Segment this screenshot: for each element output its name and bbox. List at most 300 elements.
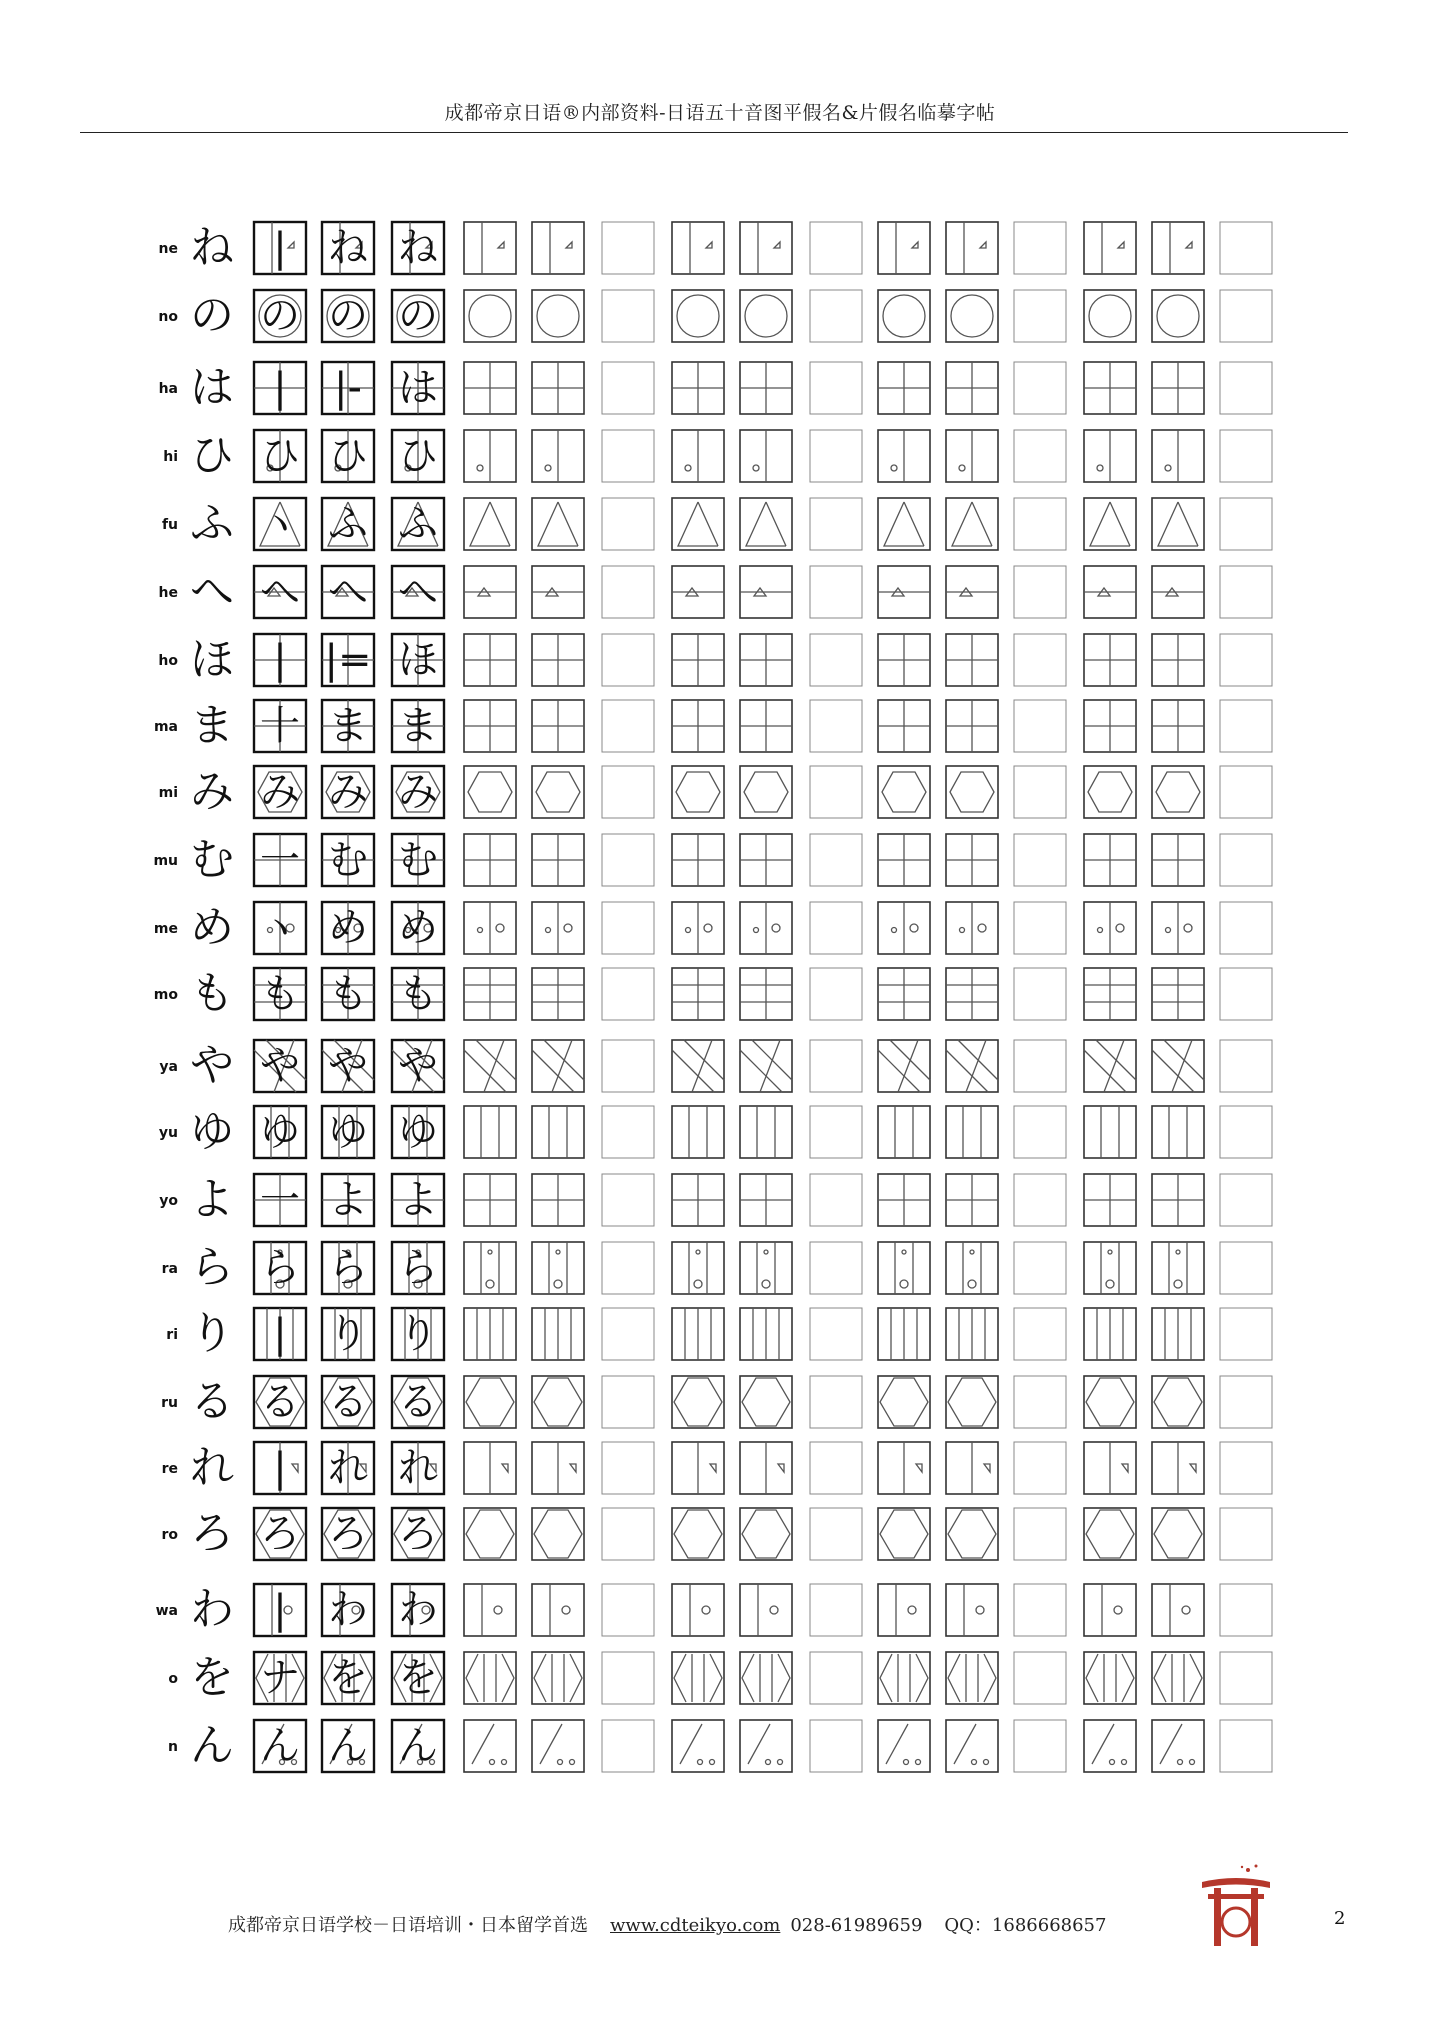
- blank-practice-cell[interactable]: [810, 1652, 862, 1704]
- tracing-guide-cell[interactable]: [1152, 700, 1204, 752]
- tracing-guide-cell[interactable]: [672, 766, 724, 818]
- blank-practice-cell[interactable]: [810, 1508, 862, 1560]
- stroke-order-cell: [392, 566, 444, 618]
- tracing-guide-cell[interactable]: [1152, 222, 1204, 274]
- blank-practice-cell[interactable]: [602, 1308, 654, 1360]
- tracing-guide-cell[interactable]: [740, 902, 792, 954]
- blank-practice-cell[interactable]: [810, 1242, 862, 1294]
- tracing-guide-cell[interactable]: [464, 766, 516, 818]
- tracing-guide-cell[interactable]: [1084, 1040, 1136, 1092]
- tracing-guide-cell[interactable]: [532, 1720, 584, 1772]
- kana-reference: ま: [190, 700, 234, 751]
- blank-practice-cell[interactable]: [810, 1174, 862, 1226]
- tracing-guide-cell[interactable]: [1084, 1720, 1136, 1772]
- blank-practice-cell[interactable]: [1220, 1720, 1272, 1772]
- tracing-guide-cell[interactable]: [1152, 1106, 1204, 1158]
- blank-practice-cell[interactable]: [602, 1442, 654, 1494]
- blank-practice-cell[interactable]: [810, 968, 862, 1020]
- blank-practice-cell[interactable]: [1220, 1040, 1272, 1092]
- blank-practice-cell[interactable]: [1014, 1242, 1066, 1294]
- blank-practice-cell[interactable]: [602, 1584, 654, 1636]
- tracing-guide-cell[interactable]: [532, 1174, 584, 1226]
- blank-practice-cell[interactable]: [1220, 290, 1272, 342]
- blank-practice-cell[interactable]: [602, 834, 654, 886]
- tracing-guide-cell[interactable]: [464, 1508, 516, 1560]
- tracing-guide-cell[interactable]: [1152, 902, 1204, 954]
- kana-reference: ひ: [190, 430, 234, 481]
- tracing-guide-cell[interactable]: [878, 1508, 930, 1560]
- tracing-guide-cell[interactable]: [878, 498, 930, 550]
- tracing-guide-cell[interactable]: [1152, 1720, 1204, 1772]
- tracing-guide-cell[interactable]: [464, 498, 516, 550]
- tracing-guide-cell[interactable]: [740, 1508, 792, 1560]
- blank-practice-cell[interactable]: [602, 700, 654, 752]
- tracing-guide-cell[interactable]: [1152, 1308, 1204, 1360]
- tracing-guide-cell[interactable]: [532, 362, 584, 414]
- blank-practice-cell[interactable]: [1014, 1106, 1066, 1158]
- tracing-guide-cell[interactable]: [464, 1652, 516, 1704]
- blank-practice-cell[interactable]: [1014, 968, 1066, 1020]
- tracing-guide-cell[interactable]: [946, 1308, 998, 1360]
- tracing-guide-cell[interactable]: [1084, 902, 1136, 954]
- tracing-guide-cell[interactable]: [740, 1308, 792, 1360]
- tracing-guide-cell[interactable]: [532, 1308, 584, 1360]
- blank-practice-cell[interactable]: [1014, 700, 1066, 752]
- tracing-guide-cell[interactable]: [946, 1376, 998, 1428]
- blank-practice-cell[interactable]: [602, 1720, 654, 1772]
- tracing-guide-cell[interactable]: [1152, 1376, 1204, 1428]
- tracing-guide-cell[interactable]: [532, 1242, 584, 1294]
- tracing-guide-cell[interactable]: [1152, 1040, 1204, 1092]
- tracing-guide-cell[interactable]: [1084, 430, 1136, 482]
- tracing-guide-cell[interactable]: [740, 222, 792, 274]
- tracing-guide-cell[interactable]: [1152, 498, 1204, 550]
- stroke-order-cell: [254, 290, 306, 342]
- tracing-guide-cell[interactable]: [464, 430, 516, 482]
- tracing-guide-cell[interactable]: [1084, 362, 1136, 414]
- blank-practice-cell[interactable]: [810, 430, 862, 482]
- tracing-guide-cell[interactable]: [740, 700, 792, 752]
- blank-practice-cell[interactable]: [1220, 1106, 1272, 1158]
- tracing-guide-cell[interactable]: [946, 766, 998, 818]
- romaji-label: ro: [161, 1527, 178, 1543]
- kana-reference: む: [190, 834, 234, 885]
- tracing-guide-cell[interactable]: [740, 1106, 792, 1158]
- tracing-guide-cell[interactable]: [1084, 1652, 1136, 1704]
- tracing-guide-cell[interactable]: [672, 498, 724, 550]
- tracing-guide-cell[interactable]: [946, 1106, 998, 1158]
- tracing-guide-cell[interactable]: [532, 700, 584, 752]
- blank-practice-cell[interactable]: [810, 290, 862, 342]
- tracing-guide-cell[interactable]: [946, 498, 998, 550]
- tracing-guide-cell[interactable]: [532, 566, 584, 618]
- blank-practice-cell[interactable]: [1014, 430, 1066, 482]
- tracing-guide-cell[interactable]: [1152, 634, 1204, 686]
- stroke-step-glyph: ね: [328, 225, 368, 271]
- tracing-guide-cell[interactable]: [1152, 1442, 1204, 1494]
- tracing-guide-cell[interactable]: [1084, 1308, 1136, 1360]
- blank-practice-cell[interactable]: [602, 1040, 654, 1092]
- blank-practice-cell[interactable]: [1014, 566, 1066, 618]
- tracing-guide-cell[interactable]: [878, 766, 930, 818]
- tracing-guide-cell[interactable]: [464, 1242, 516, 1294]
- tracing-guide-cell[interactable]: [532, 902, 584, 954]
- tracing-guide-cell[interactable]: [1152, 968, 1204, 1020]
- blank-practice-cell[interactable]: [1220, 362, 1272, 414]
- tracing-guide-cell[interactable]: [532, 430, 584, 482]
- tracing-guide-cell[interactable]: [946, 1242, 998, 1294]
- tracing-guide-cell[interactable]: [946, 1652, 998, 1704]
- tracing-guide-cell[interactable]: [740, 634, 792, 686]
- kana-reference: ろ: [190, 1508, 234, 1559]
- tracing-guide-cell[interactable]: [946, 1442, 998, 1494]
- blank-practice-cell[interactable]: [1220, 1442, 1272, 1494]
- tracing-guide-cell[interactable]: [878, 290, 930, 342]
- tracing-guide-cell[interactable]: [946, 222, 998, 274]
- tracing-guide-cell[interactable]: [464, 290, 516, 342]
- tracing-guide-cell[interactable]: [532, 1584, 584, 1636]
- blank-practice-cell[interactable]: [1014, 1376, 1066, 1428]
- romaji-label: mi: [158, 785, 178, 801]
- tracing-guide-cell[interactable]: [672, 1442, 724, 1494]
- tracing-guide-cell[interactable]: [740, 430, 792, 482]
- tracing-guide-cell[interactable]: [878, 834, 930, 886]
- tracing-guide-cell[interactable]: [672, 222, 724, 274]
- tracing-guide-cell[interactable]: [946, 902, 998, 954]
- tracing-guide-cell[interactable]: [878, 1720, 930, 1772]
- tracing-guide-cell[interactable]: [672, 1652, 724, 1704]
- tracing-guide-cell[interactable]: [740, 766, 792, 818]
- tracing-guide-cell[interactable]: [878, 634, 930, 686]
- stroke-step-glyph: も: [328, 971, 368, 1017]
- tracing-guide-cell[interactable]: [672, 566, 724, 618]
- tracing-guide-cell[interactable]: [946, 968, 998, 1020]
- tracing-guide-cell[interactable]: [1084, 498, 1136, 550]
- blank-practice-cell[interactable]: [1220, 1376, 1272, 1428]
- tracing-guide-cell[interactable]: [740, 566, 792, 618]
- tracing-guide-cell[interactable]: [946, 700, 998, 752]
- blank-practice-cell[interactable]: [602, 902, 654, 954]
- tracing-guide-cell[interactable]: [1084, 290, 1136, 342]
- stroke-order-cell: [392, 968, 444, 1020]
- tracing-guide-cell[interactable]: [946, 1720, 998, 1772]
- tracing-guide-cell[interactable]: [1152, 1242, 1204, 1294]
- blank-practice-cell[interactable]: [1220, 1308, 1272, 1360]
- blank-practice-cell[interactable]: [1014, 1040, 1066, 1092]
- blank-practice-cell[interactable]: [1014, 222, 1066, 274]
- kana-reference: れ: [190, 1442, 234, 1493]
- tracing-guide-cell[interactable]: [672, 1508, 724, 1560]
- tracing-guide-cell[interactable]: [878, 362, 930, 414]
- blank-practice-cell[interactable]: [1220, 430, 1272, 482]
- tracing-guide-cell[interactable]: [1084, 1584, 1136, 1636]
- tracing-guide-cell[interactable]: [532, 498, 584, 550]
- tracing-guide-cell[interactable]: [532, 1376, 584, 1428]
- tracing-guide-cell[interactable]: [464, 1376, 516, 1428]
- tracing-guide-cell[interactable]: [946, 362, 998, 414]
- tracing-guide-cell[interactable]: [532, 834, 584, 886]
- tracing-guide-cell[interactable]: [878, 1040, 930, 1092]
- blank-practice-cell[interactable]: [810, 1720, 862, 1772]
- blank-practice-cell[interactable]: [810, 1106, 862, 1158]
- tracing-guide-cell[interactable]: [1084, 1442, 1136, 1494]
- tracing-guide-cell[interactable]: [672, 700, 724, 752]
- tracing-guide-cell[interactable]: [878, 1376, 930, 1428]
- tracing-guide-cell[interactable]: [1084, 566, 1136, 618]
- tracing-guide-cell[interactable]: [464, 1040, 516, 1092]
- tracing-guide-cell[interactable]: [946, 566, 998, 618]
- blank-practice-cell[interactable]: [1014, 1584, 1066, 1636]
- tracing-guide-cell[interactable]: [740, 1242, 792, 1294]
- blank-practice-cell[interactable]: [1014, 834, 1066, 886]
- tracing-guide-cell[interactable]: [878, 902, 930, 954]
- tracing-guide-cell[interactable]: [1152, 1174, 1204, 1226]
- tracing-guide-cell[interactable]: [464, 1106, 516, 1158]
- stroke-order-cell: [322, 290, 374, 342]
- tracing-guide-cell[interactable]: [946, 1174, 998, 1226]
- blank-practice-cell[interactable]: [1220, 1174, 1272, 1226]
- tracing-guide-cell[interactable]: [532, 1508, 584, 1560]
- blank-practice-cell[interactable]: [1014, 1508, 1066, 1560]
- blank-practice-cell[interactable]: [1014, 1720, 1066, 1772]
- tracing-guide-cell[interactable]: [740, 290, 792, 342]
- blank-practice-cell[interactable]: [810, 566, 862, 618]
- tracing-guide-cell[interactable]: [946, 1584, 998, 1636]
- blank-practice-cell[interactable]: [602, 1106, 654, 1158]
- blank-practice-cell[interactable]: [602, 766, 654, 818]
- tracing-guide-cell[interactable]: [464, 566, 516, 618]
- blank-practice-cell[interactable]: [1220, 566, 1272, 618]
- tracing-guide-cell[interactable]: [878, 968, 930, 1020]
- blank-practice-cell[interactable]: [602, 498, 654, 550]
- tracing-guide-cell[interactable]: [1084, 222, 1136, 274]
- blank-practice-cell[interactable]: [810, 498, 862, 550]
- blank-practice-cell[interactable]: [602, 968, 654, 1020]
- blank-practice-cell[interactable]: [602, 362, 654, 414]
- blank-practice-cell[interactable]: [1220, 1508, 1272, 1560]
- tracing-guide-cell[interactable]: [672, 1720, 724, 1772]
- tracing-guide-cell[interactable]: [1152, 1584, 1204, 1636]
- stroke-order-cell: [322, 902, 374, 954]
- blank-practice-cell[interactable]: [810, 362, 862, 414]
- blank-practice-cell[interactable]: [602, 1376, 654, 1428]
- tracing-guide-cell[interactable]: [1084, 1508, 1136, 1560]
- blank-practice-cell[interactable]: [810, 700, 862, 752]
- tracing-guide-cell[interactable]: [464, 1308, 516, 1360]
- blank-practice-cell[interactable]: [1220, 1584, 1272, 1636]
- blank-practice-cell[interactable]: [602, 290, 654, 342]
- tracing-guide-cell[interactable]: [946, 1040, 998, 1092]
- tracing-guide-cell[interactable]: [740, 1376, 792, 1428]
- blank-practice-cell[interactable]: [810, 634, 862, 686]
- tracing-guide-cell[interactable]: [532, 222, 584, 274]
- blank-practice-cell[interactable]: [1014, 1308, 1066, 1360]
- tracing-guide-cell[interactable]: [1152, 430, 1204, 482]
- tracing-guide-cell[interactable]: [672, 1174, 724, 1226]
- tracing-guide-cell[interactable]: [464, 1174, 516, 1226]
- tracing-guide-cell[interactable]: [464, 362, 516, 414]
- blank-practice-cell[interactable]: [810, 1376, 862, 1428]
- tracing-guide-cell[interactable]: [672, 362, 724, 414]
- tracing-guide-cell[interactable]: [740, 1652, 792, 1704]
- tracing-guide-cell[interactable]: [532, 1040, 584, 1092]
- tracing-guide-cell[interactable]: [740, 1040, 792, 1092]
- blank-practice-cell[interactable]: [1220, 498, 1272, 550]
- romaji-label: re: [161, 1461, 178, 1477]
- tracing-guide-cell[interactable]: [672, 1242, 724, 1294]
- tracing-guide-cell[interactable]: [740, 1720, 792, 1772]
- blank-practice-cell[interactable]: [1014, 1652, 1066, 1704]
- tracing-guide-cell[interactable]: [464, 700, 516, 752]
- tracing-guide-cell[interactable]: [878, 1308, 930, 1360]
- blank-practice-cell[interactable]: [1014, 362, 1066, 414]
- tracing-guide-cell[interactable]: [672, 834, 724, 886]
- tracing-guide-cell[interactable]: [1084, 634, 1136, 686]
- tracing-guide-cell[interactable]: [946, 634, 998, 686]
- tracing-guide-cell[interactable]: [532, 968, 584, 1020]
- blank-practice-cell[interactable]: [1220, 1652, 1272, 1704]
- tracing-guide-cell[interactable]: [672, 968, 724, 1020]
- tracing-guide-cell[interactable]: [740, 968, 792, 1020]
- tracing-guide-cell[interactable]: [946, 834, 998, 886]
- blank-practice-cell[interactable]: [1220, 968, 1272, 1020]
- blank-practice-cell[interactable]: [1014, 766, 1066, 818]
- tracing-guide-cell[interactable]: [740, 1584, 792, 1636]
- footer-url[interactable]: www.cdteikyo.com: [610, 1915, 781, 1936]
- tracing-guide-cell[interactable]: [532, 290, 584, 342]
- tracing-guide-cell[interactable]: [672, 290, 724, 342]
- blank-practice-cell[interactable]: [1014, 634, 1066, 686]
- blank-practice-cell[interactable]: [1014, 290, 1066, 342]
- tracing-guide-cell[interactable]: [1084, 1242, 1136, 1294]
- tracing-guide-cell[interactable]: [740, 834, 792, 886]
- tracing-guide-cell[interactable]: [946, 430, 998, 482]
- tracing-guide-cell[interactable]: [672, 1040, 724, 1092]
- blank-practice-cell[interactable]: [810, 222, 862, 274]
- tracing-guide-cell[interactable]: [1084, 1174, 1136, 1226]
- tracing-guide-cell[interactable]: [532, 1652, 584, 1704]
- blank-practice-cell[interactable]: [810, 1040, 862, 1092]
- blank-practice-cell[interactable]: [1220, 634, 1272, 686]
- tracing-guide-cell[interactable]: [946, 1508, 998, 1560]
- blank-practice-cell[interactable]: [1220, 222, 1272, 274]
- blank-practice-cell[interactable]: [1014, 498, 1066, 550]
- tracing-guide-cell[interactable]: [672, 902, 724, 954]
- tracing-guide-cell[interactable]: [1152, 834, 1204, 886]
- tracing-guide-cell[interactable]: [672, 430, 724, 482]
- blank-practice-cell[interactable]: [810, 834, 862, 886]
- blank-practice-cell[interactable]: [602, 1174, 654, 1226]
- tracing-guide-cell[interactable]: [740, 1442, 792, 1494]
- tracing-guide-cell[interactable]: [464, 222, 516, 274]
- tracing-guide-cell[interactable]: [672, 1584, 724, 1636]
- tracing-guide-cell[interactable]: [532, 1106, 584, 1158]
- stroke-order-cell: [254, 362, 306, 414]
- tracing-guide-cell[interactable]: [1152, 1508, 1204, 1560]
- blank-practice-cell[interactable]: [602, 222, 654, 274]
- tracing-guide-cell[interactable]: [464, 1584, 516, 1636]
- tracing-guide-cell[interactable]: [672, 634, 724, 686]
- blank-practice-cell[interactable]: [602, 430, 654, 482]
- blank-practice-cell[interactable]: [1220, 1242, 1272, 1294]
- blank-practice-cell[interactable]: [810, 1584, 862, 1636]
- blank-practice-cell[interactable]: [602, 566, 654, 618]
- blank-practice-cell[interactable]: [602, 634, 654, 686]
- romaji-label: mu: [153, 853, 178, 869]
- blank-practice-cell[interactable]: [1220, 766, 1272, 818]
- tracing-guide-cell[interactable]: [464, 902, 516, 954]
- blank-practice-cell[interactable]: [1220, 834, 1272, 886]
- tracing-guide-cell[interactable]: [1084, 968, 1136, 1020]
- stroke-order-cell: [392, 1508, 444, 1560]
- blank-practice-cell[interactable]: [602, 1652, 654, 1704]
- tracing-guide-cell[interactable]: [878, 222, 930, 274]
- tracing-guide-cell[interactable]: [740, 498, 792, 550]
- tracing-guide-cell[interactable]: [946, 290, 998, 342]
- tracing-guide-cell[interactable]: [672, 1376, 724, 1428]
- tracing-guide-cell[interactable]: [878, 1242, 930, 1294]
- tracing-guide-cell[interactable]: [464, 968, 516, 1020]
- tracing-guide-cell[interactable]: [878, 430, 930, 482]
- tracing-guide-cell[interactable]: [532, 1442, 584, 1494]
- tracing-guide-cell[interactable]: [878, 1652, 930, 1704]
- tracing-guide-cell[interactable]: [464, 1442, 516, 1494]
- blank-practice-cell[interactable]: [1014, 1174, 1066, 1226]
- tracing-guide-cell[interactable]: [1084, 1106, 1136, 1158]
- blank-practice-cell[interactable]: [810, 1308, 862, 1360]
- blank-practice-cell[interactable]: [1014, 1442, 1066, 1494]
- blank-practice-cell[interactable]: [602, 1508, 654, 1560]
- kana-reference: や: [190, 1040, 234, 1091]
- tracing-guide-cell[interactable]: [532, 634, 584, 686]
- tracing-guide-cell[interactable]: [1152, 362, 1204, 414]
- tracing-guide-cell[interactable]: [878, 1174, 930, 1226]
- tracing-guide-cell[interactable]: [532, 766, 584, 818]
- stroke-step-glyph: 一: [260, 837, 300, 883]
- blank-practice-cell[interactable]: [1220, 700, 1272, 752]
- tracing-guide-cell[interactable]: [878, 1106, 930, 1158]
- tracing-guide-cell[interactable]: [878, 566, 930, 618]
- tracing-guide-cell[interactable]: [878, 1584, 930, 1636]
- tracing-guide-cell[interactable]: [1152, 1652, 1204, 1704]
- tracing-guide-cell[interactable]: [1084, 766, 1136, 818]
- tracing-guide-cell[interactable]: [878, 700, 930, 752]
- blank-practice-cell[interactable]: [1220, 902, 1272, 954]
- tracing-guide-cell[interactable]: [878, 1442, 930, 1494]
- kana-reference: る: [190, 1376, 234, 1427]
- tracing-guide-cell[interactable]: [672, 1106, 724, 1158]
- tracing-guide-cell[interactable]: [1084, 700, 1136, 752]
- tracing-guide-cell[interactable]: [1152, 290, 1204, 342]
- tracing-guide-cell[interactable]: [740, 362, 792, 414]
- tracing-guide-cell[interactable]: [740, 1174, 792, 1226]
- tracing-guide-cell[interactable]: [464, 634, 516, 686]
- blank-practice-cell[interactable]: [810, 1442, 862, 1494]
- tracing-guide-cell[interactable]: [1084, 834, 1136, 886]
- blank-practice-cell[interactable]: [810, 766, 862, 818]
- stroke-order-cell: [322, 1242, 374, 1294]
- tracing-guide-cell[interactable]: [1152, 766, 1204, 818]
- stroke-step-glyph: れ: [328, 1445, 368, 1491]
- blank-practice-cell[interactable]: [1014, 902, 1066, 954]
- tracing-guide-cell[interactable]: [672, 1308, 724, 1360]
- tracing-guide-cell[interactable]: [464, 1720, 516, 1772]
- blank-practice-cell[interactable]: [602, 1242, 654, 1294]
- tracing-guide-cell[interactable]: [1152, 566, 1204, 618]
- blank-practice-cell[interactable]: [810, 902, 862, 954]
- tracing-guide-cell[interactable]: [1084, 1376, 1136, 1428]
- tracing-guide-cell[interactable]: [464, 834, 516, 886]
